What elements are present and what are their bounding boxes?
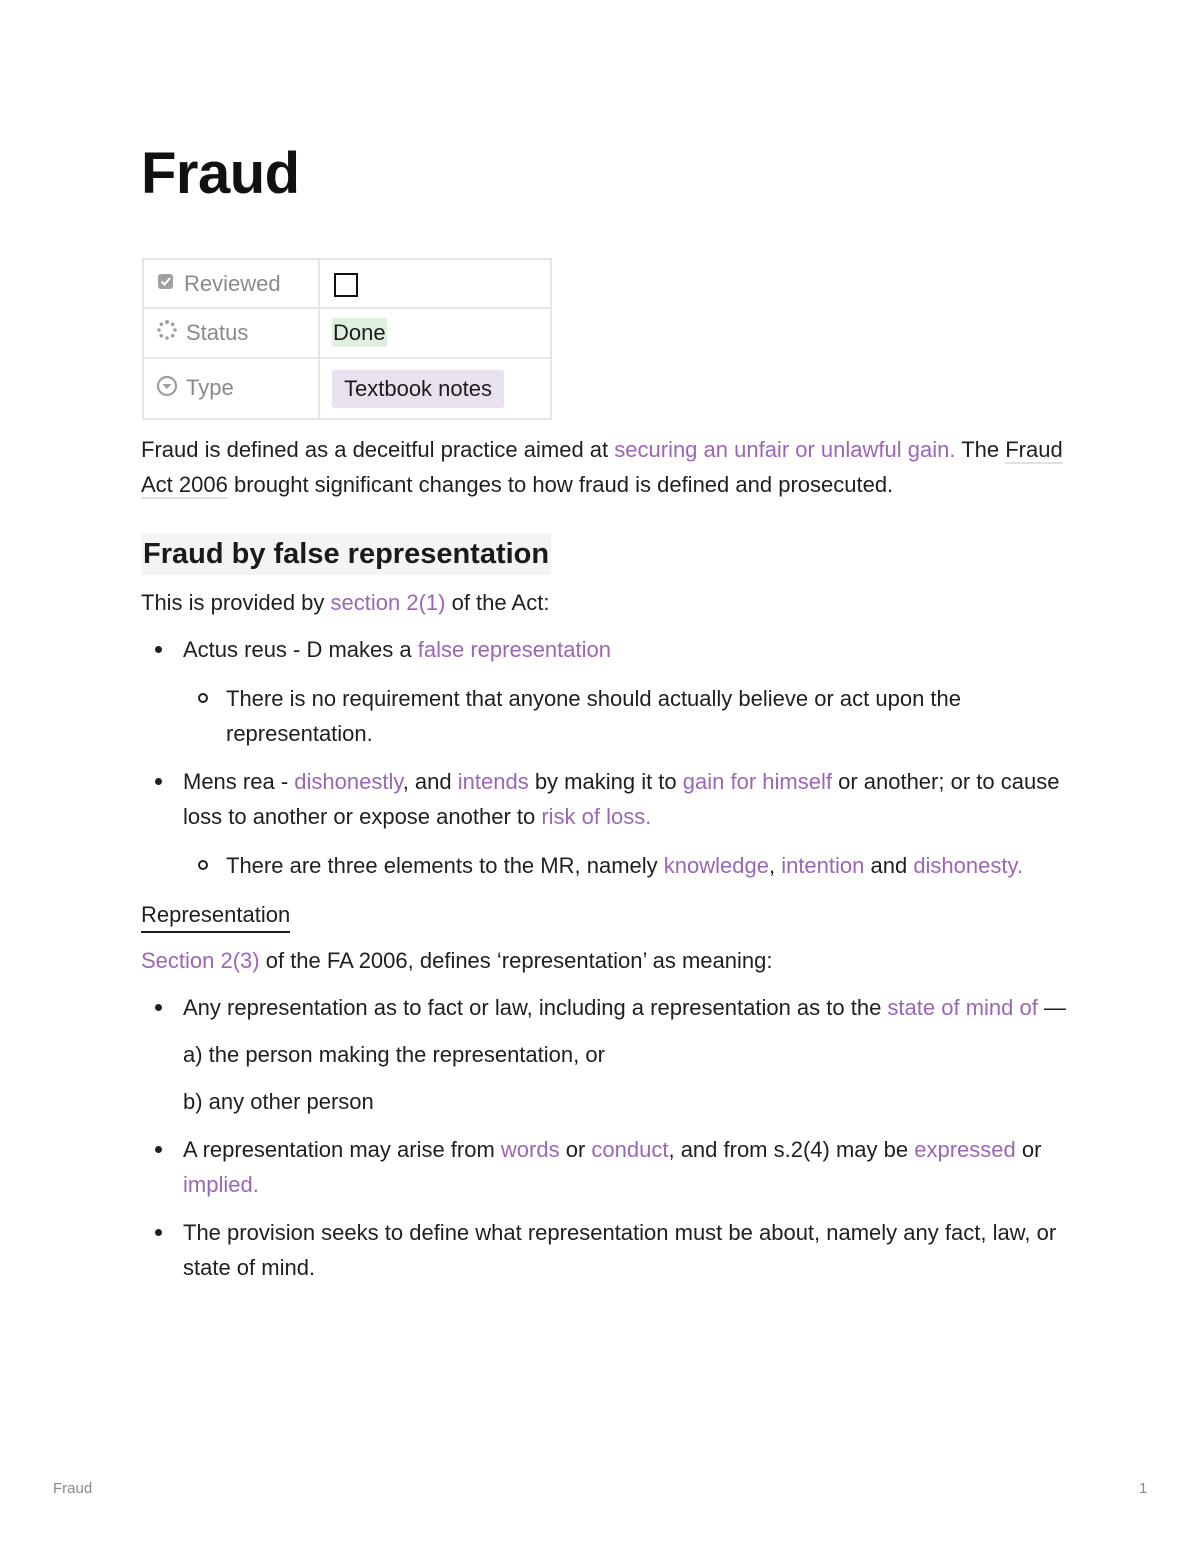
property-type bbox=[143, 358, 551, 419]
sub-list-item: There are three elements to the MR, namely knowledge, intention and dishonesty. bbox=[226, 848, 1071, 883]
reviewed-label: Reviewed bbox=[184, 271, 281, 297]
fraud-act-reference: Fraud Act 2006 bbox=[141, 437, 1063, 497]
status-badge[interactable]: Done bbox=[333, 320, 386, 345]
reviewed-checkbox[interactable] bbox=[334, 273, 358, 297]
page-number: 1 bbox=[1139, 1480, 1148, 1497]
type-tag[interactable]: Textbook notes bbox=[332, 370, 504, 408]
sub-list bbox=[183, 848, 1071, 883]
list-sub-line-b: b) any other person bbox=[183, 1089, 374, 1114]
section2-lead: Section 2(3) of the FA 2006, defines ‘representation’ as meaning: bbox=[141, 948, 773, 973]
page-title: Fraud bbox=[141, 141, 300, 206]
list-item-any-representation: Any representation as to fact or law, including a representation as to the state of mind of — a) the person making the representation, or b) any other person bbox=[183, 990, 1071, 1119]
property-reviewed bbox=[143, 259, 551, 308]
list-item-mens-rea: Mens rea - dishonestly, and intends by making it to gain for himself or another; or to cause loss to another or expose another to risk of loss. There are three elements to the MR, namely knowledge, intention and dishonesty. bbox=[183, 764, 1071, 883]
list-sub-line-a: a) the person making the representation, or bbox=[183, 1042, 605, 1067]
highlight-text: securing an unfair or unlawful gain. bbox=[614, 437, 956, 462]
list-item-actus-reus: Actus reus - D makes a false representation There is no requirement that anyone should actually believe or act upon the representation. bbox=[183, 632, 1071, 751]
type-label: Type bbox=[186, 375, 234, 401]
section1-lead: This is provided by section 2(1) of the Act: bbox=[141, 590, 550, 615]
checkbox-icon bbox=[156, 271, 176, 297]
sub-list bbox=[183, 681, 1071, 751]
status-label: Status bbox=[186, 320, 249, 346]
properties-table bbox=[142, 258, 552, 420]
page-content bbox=[141, 432, 1071, 1298]
section-heading-representation: Representation bbox=[141, 898, 290, 933]
property-status bbox=[143, 308, 551, 358]
footer-title: Fraud bbox=[53, 1480, 93, 1497]
select-chevron-icon bbox=[156, 375, 178, 403]
sub-list-item: There is no requirement that anyone should actually believe or act upon the representation. bbox=[226, 681, 1071, 751]
list-item-words-conduct: A representation may arise from words or conduct, and from s.2(4) may be expressed or implied. bbox=[183, 1132, 1071, 1202]
intro-paragraph: Fraud is defined as a deceitful practice aimed at securing an unfair or unlawful gain. The Fraud Act 2006 brought significant changes to how fraud is defined and prosecuted. bbox=[141, 437, 1063, 497]
list-item-provision: The provision seeks to define what representation must be about, namely any fact, law, or state of mind. bbox=[183, 1215, 1071, 1285]
loading-spinner-icon bbox=[156, 319, 178, 347]
section1-bullet-list bbox=[141, 632, 1071, 883]
section2-bullet-list bbox=[141, 990, 1071, 1285]
section-heading-false-representation: Fraud by false representation bbox=[141, 533, 551, 575]
